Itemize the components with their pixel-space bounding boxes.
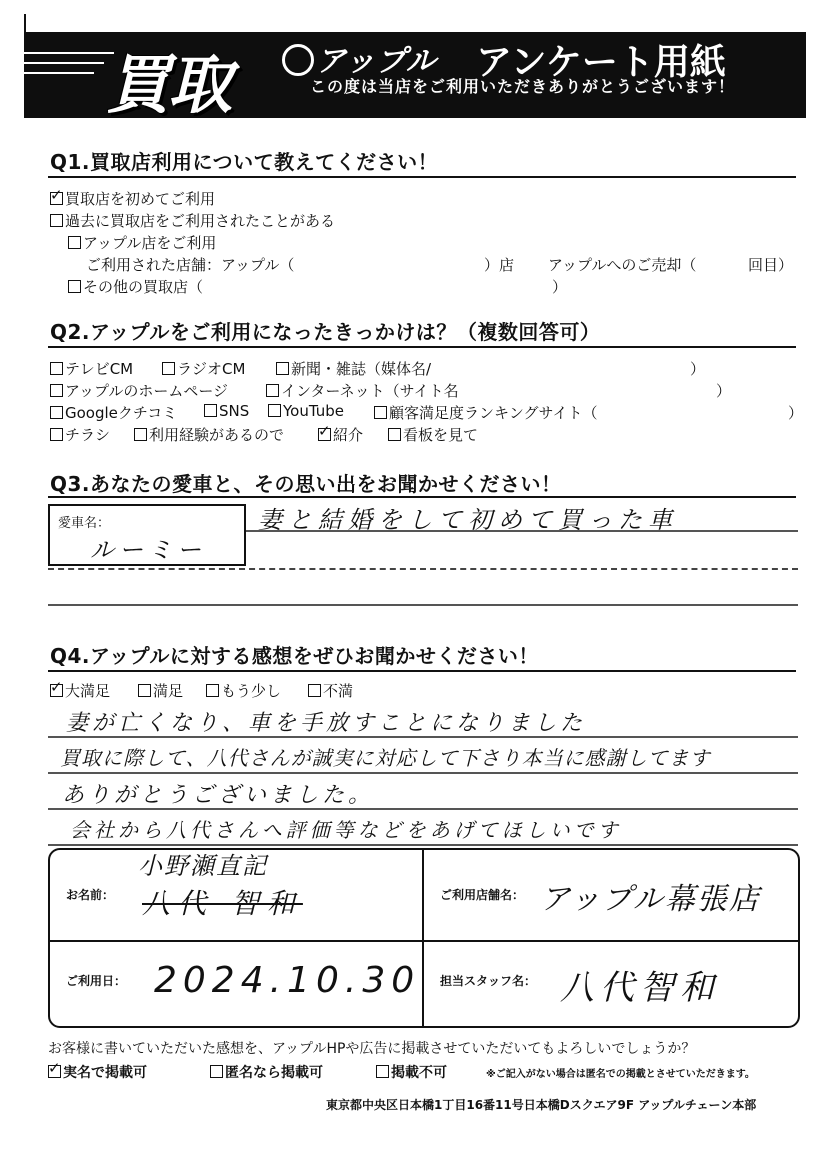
q3-dashed-line — [48, 568, 798, 570]
consent-option-real[interactable]: ✓実名で掲載可 — [48, 1062, 147, 1082]
staff-label: 担当スタッフ名： — [440, 974, 537, 988]
consent-note: ※ご記入がない場合は匿名での掲載とさせていただきます。 — [486, 1069, 755, 1080]
name-label: お名前： — [66, 888, 115, 902]
checkbox-icon[interactable] — [388, 428, 401, 441]
page-title: アンケート用紙 — [476, 42, 726, 83]
q2-option-sns[interactable]: SNS — [204, 402, 249, 420]
checkbox-icon[interactable] — [138, 684, 151, 697]
q4-writing-line — [48, 772, 798, 774]
checkbox-icon[interactable] — [68, 280, 81, 293]
q2-news-close: ） — [690, 360, 706, 378]
q4-option-very-satisfied[interactable]: ✓大満足 — [50, 680, 110, 701]
q4-divider — [48, 670, 796, 672]
margin-line — [24, 14, 26, 34]
q1-option-past[interactable]: 過去に買取店をご利用されたことがある — [50, 210, 335, 231]
q2-option-experience[interactable]: 利用経験があるので — [134, 424, 284, 445]
checkbox-icon[interactable] — [134, 428, 147, 441]
car-name-box[interactable] — [48, 504, 246, 566]
q2-option-referral[interactable]: ✓ 紹介 — [318, 424, 363, 445]
store-label: ご利用店舗名： — [440, 888, 525, 902]
store-value[interactable]: アップル幕張店 — [540, 882, 761, 917]
q4-option-satisfied[interactable]: 満足 — [138, 680, 183, 701]
q3-writing-line — [48, 604, 798, 606]
page-subtitle: この度は当店をご利用いただきありがとうございます！ — [310, 77, 736, 96]
q2-option-google[interactable]: Googleクチコミ — [50, 402, 177, 423]
q1-other-close: ） — [552, 278, 568, 296]
q2-option-sign[interactable]: 看板を見て — [388, 424, 478, 445]
consent-option-anon[interactable]: 匿名なら掲載可 — [210, 1062, 323, 1082]
q1-option-first[interactable]: ✓買取店を初めてご利用 — [50, 188, 215, 209]
checkbox-icon[interactable] — [50, 428, 63, 441]
q1-count-field: アップルへのご売却（ — [548, 256, 697, 274]
car-name-value: ルーミー — [90, 536, 206, 564]
q4-option-dissatisfied[interactable]: 不満 — [308, 680, 353, 701]
checkbox-checked-icon[interactable] — [318, 428, 331, 441]
header-banner — [24, 32, 806, 123]
q1-title: Q1.買取店利用について教えてください！ — [50, 150, 439, 174]
checkbox-icon[interactable] — [376, 1065, 389, 1078]
q1-count-suffix: 回目） — [748, 256, 794, 274]
q2-internet-close: ） — [716, 382, 732, 400]
checkbox-icon[interactable] — [50, 384, 63, 397]
brand-name: アップル — [316, 44, 437, 79]
date-value[interactable]: 2024.10.30 — [154, 960, 421, 1001]
q2-option-radio[interactable]: ラジオCM — [162, 358, 245, 379]
consent-question: お客様に書いていただいた感想を、アップルHPや広告に掲載させていただいてもよろしいでしょうか？ — [48, 1041, 696, 1057]
q1-option-apple[interactable]: アップル店をご利用 — [68, 232, 216, 253]
date-label: ご利用日： — [66, 974, 127, 988]
kaitori-logo: 買取 — [106, 49, 230, 123]
q1-store-field: ご利用された店舗：アップル（ — [86, 256, 295, 274]
checkbox-icon[interactable] — [68, 236, 81, 249]
feedback-line-1: 妻が亡くなり、車を手放すことになりました — [66, 711, 587, 736]
q2-option-home[interactable]: アップルのホームページ — [50, 380, 228, 401]
car-name-label: 愛車名： — [58, 516, 111, 531]
checkbox-checked-icon[interactable] — [48, 1065, 61, 1078]
checkbox-icon[interactable] — [268, 404, 281, 417]
checkbox-icon[interactable] — [206, 684, 219, 697]
checkbox-icon[interactable] — [50, 214, 63, 227]
checkbox-checked-icon[interactable] — [50, 684, 63, 697]
checkbox-icon[interactable] — [374, 406, 387, 419]
q2-option-flyer[interactable]: チラシ — [50, 424, 110, 445]
q2-ranking-close: ） — [788, 404, 804, 422]
q1-divider — [48, 176, 796, 178]
name-value[interactable]: 小野瀬直記 — [138, 852, 268, 880]
q1-store-suffix: ）店 — [484, 256, 515, 274]
q2-option-news[interactable]: 新聞・雑誌（媒体名/ — [276, 358, 431, 379]
q4-option-more[interactable]: もう少し — [206, 680, 281, 701]
checkbox-checked-icon[interactable] — [50, 192, 63, 205]
feedback-line-4: 会社から八代さんへ評価等などをあげてほしいです — [70, 818, 622, 842]
staff-value[interactable]: 八代智和 — [560, 968, 720, 1008]
car-memory-text: 妻と結婚をして初めて買った車 — [258, 506, 678, 534]
customer-info-grid — [48, 848, 800, 1028]
q1-option-other[interactable]: その他の買取店（ — [68, 276, 203, 297]
q3-divider — [48, 496, 796, 498]
checkbox-icon[interactable] — [162, 362, 175, 375]
footer-address: 東京都中央区日本橋1丁目16番11号日本橋Dスクエア9F アップルチェーン本部 — [326, 1098, 757, 1112]
apple-logo-icon — [282, 44, 314, 76]
feedback-line-2: 買取に際して、八代さんが誠実に対応して下さり本当に感謝してます — [60, 746, 711, 770]
checkbox-icon[interactable] — [204, 404, 217, 417]
q2-option-internet[interactable]: インターネット（サイト名 — [266, 380, 459, 401]
q2-option-ranking[interactable]: 顧客満足度ランキングサイト（ — [374, 402, 598, 423]
checkbox-icon[interactable] — [308, 684, 321, 697]
q2-option-tv[interactable]: テレビCM — [50, 358, 133, 379]
name-struck: 八代 智和 — [142, 887, 303, 920]
q2-divider — [48, 346, 796, 348]
checkbox-icon[interactable] — [210, 1065, 223, 1078]
consent-option-no[interactable]: 掲載不可 — [376, 1062, 447, 1082]
checkbox-icon[interactable] — [50, 406, 63, 419]
q4-title: Q4.アップルに対する感想をぜひお聞かせください！ — [50, 644, 539, 668]
q2-title: Q2.アップルをご利用になったきっかけは？（複数回答可） — [50, 320, 601, 344]
checkbox-icon[interactable] — [50, 362, 63, 375]
feedback-line-3: ありがとうございました。 — [62, 783, 375, 808]
q3-title: Q3.あなたの愛車と、その思い出をお聞かせください！ — [50, 472, 562, 496]
checkbox-icon[interactable] — [276, 362, 289, 375]
checkbox-icon[interactable] — [266, 384, 279, 397]
q2-option-youtube[interactable]: YouTube — [268, 402, 344, 420]
